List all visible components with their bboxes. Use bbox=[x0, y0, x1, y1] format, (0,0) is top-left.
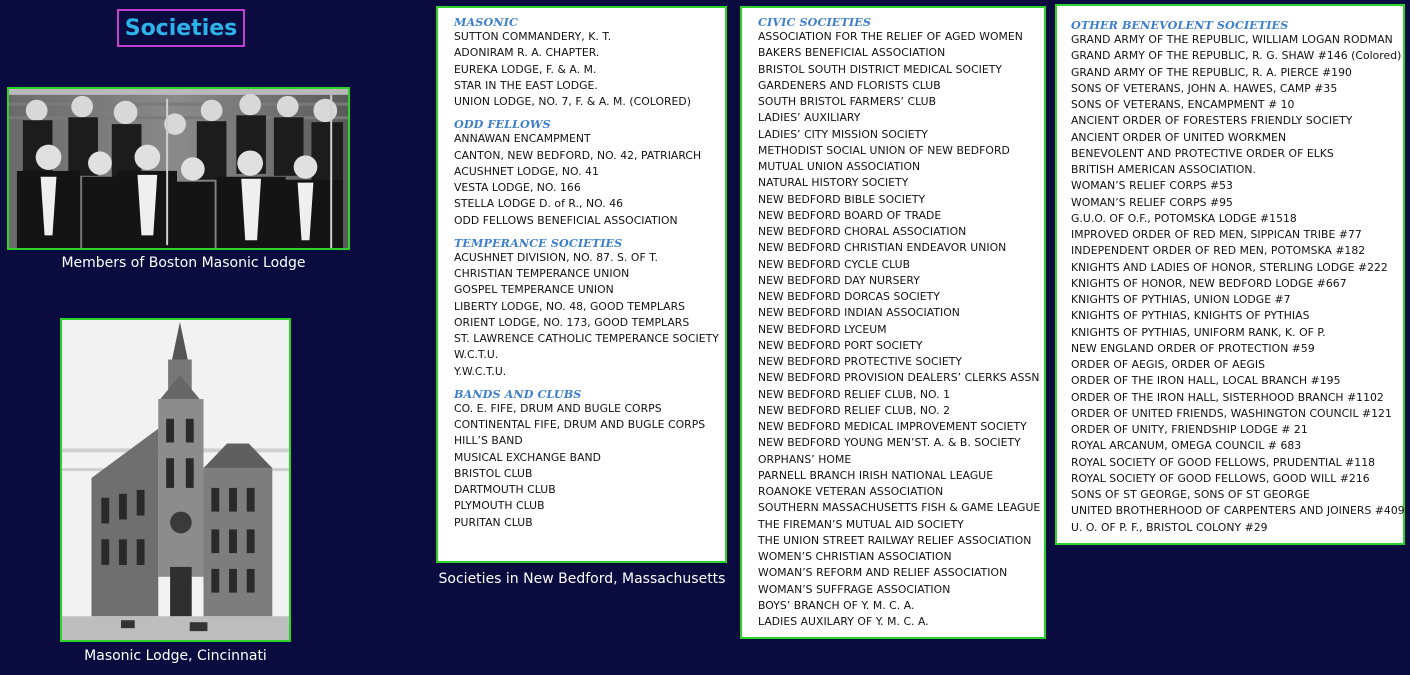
list-item: LADIES’ CITY MISSION SOCIETY bbox=[758, 127, 928, 141]
societies-panel-3 bbox=[1055, 4, 1405, 545]
list-item: NEW BEDFORD CYCLE CLUB bbox=[758, 257, 911, 271]
list-item: ORDER OF THE IRON HALL, LOCAL BRANCH #195 bbox=[1071, 374, 1341, 388]
list-item: SONS OF VETERANS, JOHN A. HAWES, CAMP #35 bbox=[1071, 81, 1338, 95]
list-item: UNION LODGE, NO. 7, F. & A. M. (COLORED) bbox=[454, 95, 692, 108]
list-item: ROYAL ARCANUM, OMEGA COUNCIL # 683 bbox=[1071, 439, 1302, 453]
lodge-building-caption: Masonic Lodge, Cincinnati bbox=[84, 648, 267, 664]
section-masonic bbox=[454, 15, 725, 110]
list-item: GRAND ARMY OF THE REPUBLIC, R. G. SHAW #146 (Colored) bbox=[1071, 49, 1402, 63]
list-item: INDEPENDENT ORDER OF RED MEN, POTOMSKA #182 bbox=[1071, 244, 1366, 258]
section-heading: TEMPERANCE SOCIETIES bbox=[454, 235, 623, 250]
list-item: BAKERS BENEFICIAL ASSOCIATION bbox=[758, 46, 946, 60]
section-bands-clubs bbox=[454, 387, 725, 531]
list-item: CHRISTIAN TEMPERANCE UNION bbox=[454, 267, 630, 280]
list-item: STELLA LODGE D. of R., NO. 46 bbox=[454, 197, 624, 211]
list-item: WOMEN’S CHRISTIAN ASSOCIATION bbox=[758, 550, 952, 563]
list-item: CONTINENTAL FIFE, DRUM AND BUGLE CORPS bbox=[454, 418, 706, 431]
list-item: METHODIST SOCIAL UNION OF NEW BEDFORD bbox=[758, 143, 1010, 157]
title-box bbox=[117, 9, 245, 47]
list-item: SONS OF VETERANS, ENCAMPMENT # 10 bbox=[1071, 98, 1295, 111]
list-item: PLYMOUTH CLUB bbox=[454, 499, 545, 513]
list-item: WOMAN’S RELIEF CORPS #95 bbox=[1071, 195, 1233, 209]
list-item: NEW BEDFORD RELIEF CLUB, NO. 2 bbox=[758, 403, 951, 417]
list-item: ADONIRAM R. A. CHAPTER. bbox=[454, 46, 600, 60]
list-item: SUTTON COMMANDERY, K. T. bbox=[454, 30, 612, 43]
section-odd-fellows bbox=[454, 117, 725, 229]
list-item: NATURAL HISTORY SOCIETY bbox=[758, 176, 909, 190]
list-item: KNIGHTS OF PYTHIAS, KNIGHTS OF PYTHIAS bbox=[1071, 309, 1310, 323]
section-heading: CIVIC SOCIETIES bbox=[758, 15, 872, 29]
list-item: G.U.O. OF O.F., POTOMSKA LODGE #1518 bbox=[1071, 211, 1297, 225]
section-other-benevolent bbox=[1071, 18, 1403, 536]
list-item: BOYS’ BRANCH OF Y. M. C. A. bbox=[758, 598, 915, 612]
list-item: EUREKA LODGE, F. & A. M. bbox=[454, 62, 597, 76]
list-item: LADIES’ AUXILIARY bbox=[758, 111, 861, 125]
list-item: STAR IN THE EAST LODGE. bbox=[454, 78, 598, 92]
list-item: SONS OF ST GEORGE, SONS OF ST GEORGE bbox=[1071, 488, 1310, 501]
list-item: ANNAWAN ENCAMPMENT bbox=[454, 132, 591, 146]
list-item: ROYAL SOCIETY OF GOOD FELLOWS, PRUDENTIAL #118 bbox=[1071, 455, 1376, 469]
list-item: ST. LAWRENCE CATHOLIC TEMPERANCE SOCIETY bbox=[454, 332, 719, 345]
list-item: IMPROVED ORDER OF RED MEN, SIPPICAN TRIBE #77 bbox=[1071, 228, 1362, 241]
list-item: NEW BEDFORD CHRISTIAN ENDEAVOR UNION bbox=[758, 241, 1007, 255]
list-item: ASSOCIATION FOR THE RELIEF OF AGED WOMEN bbox=[758, 30, 1023, 43]
masonic-group-photo bbox=[7, 87, 350, 250]
list-item: ORPHANS’ HOME bbox=[758, 452, 852, 466]
list-item: MUTUAL UNION ASSOCIATION bbox=[758, 160, 921, 173]
list-item: ORDER OF AEGIS, ORDER OF AEGIS bbox=[1071, 358, 1266, 371]
section-heading: BANDS AND CLUBS bbox=[454, 386, 582, 401]
list-item: ORDER OF THE IRON HALL, SISTERHOOD BRANCH #1102 bbox=[1071, 390, 1384, 404]
list-item: NEW BEDFORD PROTECTIVE SOCIETY bbox=[758, 355, 962, 368]
list-item: HILL’S BAND bbox=[454, 434, 523, 448]
masonic-group-caption: Members of Boston Masonic Lodge bbox=[61, 255, 306, 271]
list-item: KNIGHTS OF PYTHIAS, UNION LODGE #7 bbox=[1071, 293, 1291, 306]
list-item: BENEVOLENT AND PROTECTIVE ORDER OF ELKS bbox=[1071, 146, 1334, 160]
list-item: KNIGHTS OF PYTHIAS, UNIFORM RANK, K. OF P. bbox=[1071, 325, 1326, 339]
list-item: ORIENT LODGE, NO. 173, GOOD TEMPLARS bbox=[454, 315, 690, 329]
list-item: ANCIENT ORDER OF UNITED WORKMEN bbox=[1071, 130, 1287, 144]
list-item: MUSICAL EXCHANGE BAND bbox=[454, 450, 602, 464]
list-item: NEW BEDFORD BOARD OF TRADE bbox=[758, 208, 942, 222]
list-item: SOUTH BRISTOL FARMERS’ CLUB bbox=[758, 95, 937, 108]
section-temperance bbox=[454, 236, 725, 380]
list-item: U. O. OF P. F., BRISTOL COLONY #29 bbox=[1071, 520, 1268, 534]
list-item: CO. E. FIFE, DRUM AND BUGLE CORPS bbox=[454, 401, 662, 415]
list-item: ACUSHNET LODGE, NO. 41 bbox=[454, 164, 599, 178]
list-item: VESTA LODGE, NO. 166 bbox=[454, 181, 581, 194]
list-item: BRITISH AMERICAN ASSOCIATION. bbox=[1071, 163, 1257, 176]
list-item: KNIGHTS OF HONOR, NEW BEDFORD LODGE #667 bbox=[1071, 276, 1347, 290]
list-item: ORDER OF UNITED FRIENDS, WASHINGTON COUNCIL #121 bbox=[1071, 406, 1392, 420]
list-item: THE FIREMAN’S MUTUAL AID SOCIETY bbox=[758, 517, 964, 531]
list-item: GOSPEL TEMPERANCE UNION bbox=[454, 283, 614, 297]
list-item: NEW BEDFORD MEDICAL IMPROVEMENT SOCIETY bbox=[758, 420, 1027, 433]
list-item: NEW BEDFORD LYCEUM bbox=[758, 322, 887, 336]
section-heading: OTHER BENEVOLENT SOCIETIES bbox=[1071, 18, 1289, 32]
list-item: LIBERTY LODGE, NO. 48, GOOD TEMPLARS bbox=[454, 299, 686, 313]
list-item: PARNELL BRANCH IRISH NATIONAL LEAGUE bbox=[758, 468, 994, 482]
list-item: CANTON, NEW BEDFORD, NO. 42, PATRIARCH bbox=[454, 148, 702, 162]
list-item: GRAND ARMY OF THE REPUBLIC, WILLIAM LOGAN RODMAN bbox=[1071, 33, 1393, 46]
list-item: THE UNION STREET RAILWAY RELIEF ASSOCIATION bbox=[758, 533, 1032, 547]
list-item: ACUSHNET DIVISION, NO. 87. S. OF T. bbox=[454, 250, 659, 264]
list-item: ODD FELLOWS BENEFICIAL ASSOCIATION bbox=[454, 213, 678, 227]
list-item: WOMAN’S SUFFRAGE ASSOCIATION bbox=[758, 582, 951, 596]
list-item: NEW BEDFORD CHORAL ASSOCIATION bbox=[758, 225, 967, 238]
section-heading: ODD FELLOWS bbox=[454, 117, 551, 132]
list-item: NEW BEDFORD DORCAS SOCIETY bbox=[758, 290, 940, 303]
list-item: GRAND ARMY OF THE REPUBLIC, R. A. PIERCE #190 bbox=[1071, 65, 1352, 79]
list-item: NEW BEDFORD RELIEF CLUB, NO. 1 bbox=[758, 387, 951, 401]
list-item: NEW BEDFORD INDIAN ASSOCIATION bbox=[758, 306, 960, 320]
list-item: UNITED BROTHERHOOD OF CARPENTERS AND JOINERS #409 bbox=[1071, 504, 1405, 518]
section-civic bbox=[758, 15, 1044, 630]
list-item: NEW BEDFORD PROVISION DEALERS’ CLERKS ASSN bbox=[758, 371, 1040, 385]
masonic-lodge-engraving bbox=[60, 318, 291, 642]
section-heading: MASONIC bbox=[454, 15, 518, 29]
list-item: LADIES AUXILARY OF Y. M. C. A. bbox=[758, 615, 929, 628]
list-item: ROYAL SOCIETY OF GOOD FELLOWS, GOOD WILL #216 bbox=[1071, 471, 1370, 485]
list-item: WOMAN’S RELIEF CORPS #53 bbox=[1071, 179, 1233, 193]
list-item: WOMAN’S REFORM AND RELIEF ASSOCIATION bbox=[758, 566, 1008, 580]
list-item: KNIGHTS AND LADIES OF HONOR, STERLING LODGE #222 bbox=[1071, 260, 1388, 274]
list-item: ORDER OF UNITY, FRIENDSHIP LODGE # 21 bbox=[1071, 423, 1308, 436]
list-item: NEW BEDFORD YOUNG MEN’ST. A. & B. SOCIETY bbox=[758, 436, 1021, 450]
list-item: NEW ENGLAND ORDER OF PROTECTION #59 bbox=[1071, 341, 1315, 355]
list-item: NEW BEDFORD DAY NURSERY bbox=[758, 273, 920, 287]
list-item: PURITAN CLUB bbox=[454, 515, 533, 529]
societies-panel-2 bbox=[740, 6, 1046, 639]
page-title: Societies bbox=[124, 15, 238, 41]
list-item: NEW BEDFORD PORT SOCIETY bbox=[758, 338, 923, 352]
list-item: GARDENERS AND FLORISTS CLUB bbox=[758, 78, 941, 92]
list-item: ANCIENT ORDER OF FORESTERS FRIENDLY SOCIETY bbox=[1071, 114, 1353, 128]
list-item: DARTMOUTH CLUB bbox=[454, 483, 556, 496]
list-item: BRISTOL SOUTH DISTRICT MEDICAL SOCIETY bbox=[758, 62, 1003, 76]
list-item: BRISTOL CLUB bbox=[454, 466, 533, 480]
center-caption: Societies in New Bedford, Massachusetts bbox=[438, 571, 726, 587]
societies-panel-1 bbox=[436, 6, 727, 563]
list-item: Y.W.C.T.U. bbox=[454, 364, 507, 378]
list-item: W.C.T.U. bbox=[454, 348, 499, 362]
list-item: ROANOKE VETERAN ASSOCIATION bbox=[758, 485, 944, 498]
list-item: NEW BEDFORD BIBLE SOCIETY bbox=[758, 192, 926, 206]
list-item: SOUTHERN MASSACHUSETTS FISH & GAME LEAGUE bbox=[758, 501, 1041, 515]
